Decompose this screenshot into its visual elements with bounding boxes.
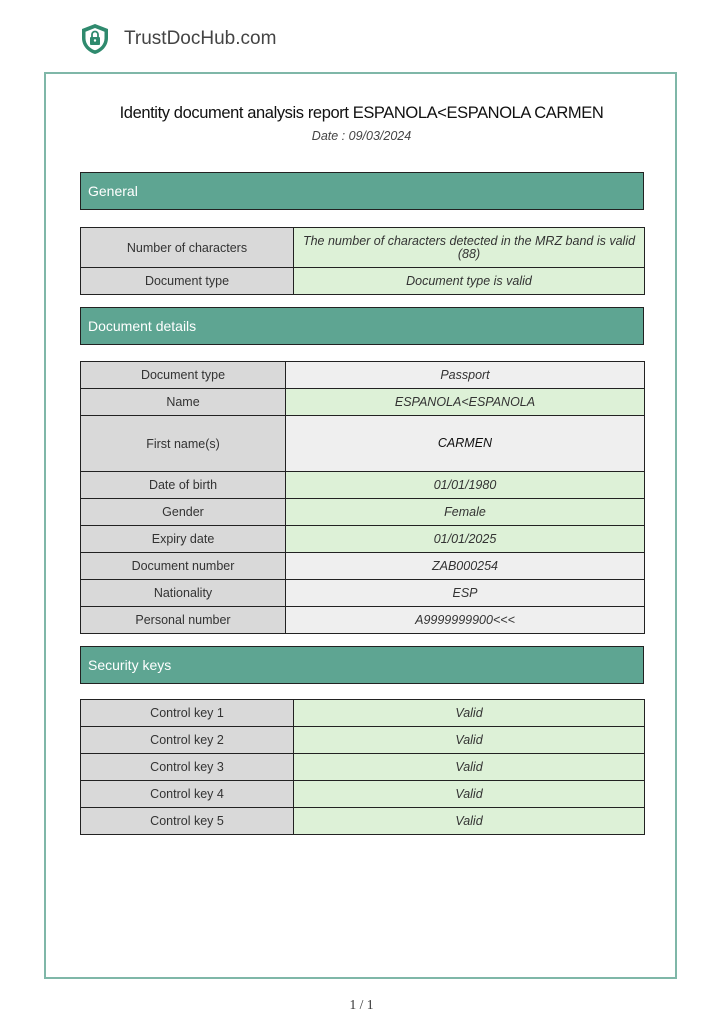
table-row bbox=[81, 228, 645, 268]
row-value: 01/01/2025 bbox=[286, 526, 645, 553]
table-row bbox=[81, 499, 645, 526]
row-label: Name bbox=[81, 389, 286, 416]
row-value: Document type is valid bbox=[294, 268, 645, 295]
row-value: Female bbox=[286, 499, 645, 526]
row-value: The number of characters detected in the MRZ band is valid (88) bbox=[294, 228, 645, 268]
page-number: 1 / 1 bbox=[349, 997, 374, 1012]
table-row bbox=[81, 268, 645, 295]
table-row bbox=[81, 526, 645, 553]
row-label: Personal number bbox=[81, 607, 286, 634]
table-row bbox=[81, 580, 645, 607]
row-label: Control key 4 bbox=[81, 781, 294, 808]
brand-name: TrustDocHub.com bbox=[124, 28, 277, 49]
row-label: First name(s) bbox=[81, 416, 286, 472]
general-table bbox=[80, 227, 645, 295]
report-title: Identity document analysis report ESPANOLA<ESPANOLA CARMEN bbox=[119, 104, 604, 122]
row-label: Document type bbox=[81, 268, 294, 295]
row-label: Control key 3 bbox=[81, 754, 294, 781]
table-row bbox=[81, 389, 645, 416]
row-label: Expiry date bbox=[81, 526, 286, 553]
brand-header bbox=[80, 22, 276, 56]
row-value: ZAB000254 bbox=[286, 553, 645, 580]
row-label: Document type bbox=[81, 362, 286, 389]
row-value: 01/01/1980 bbox=[286, 472, 645, 499]
security-keys-table bbox=[80, 699, 645, 835]
row-label: Gender bbox=[81, 499, 286, 526]
table-row bbox=[81, 472, 645, 499]
row-label: Control key 5 bbox=[81, 808, 294, 835]
row-value: Passport bbox=[286, 362, 645, 389]
row-value: ESP bbox=[286, 580, 645, 607]
row-label: Date of birth bbox=[81, 472, 286, 499]
section-header-security-keys: Security keys bbox=[80, 646, 644, 684]
row-value: Valid bbox=[294, 781, 645, 808]
table-row bbox=[81, 362, 645, 389]
table-row bbox=[81, 808, 645, 835]
row-value: Valid bbox=[294, 727, 645, 754]
row-label: Document number bbox=[81, 553, 286, 580]
report-date: Date : 09/03/2024 bbox=[311, 129, 412, 143]
section-header-document-details: Document details bbox=[80, 307, 644, 345]
row-label: Nationality bbox=[81, 580, 286, 607]
table-row bbox=[81, 727, 645, 754]
row-value: Valid bbox=[294, 754, 645, 781]
row-value: CARMEN bbox=[286, 416, 645, 472]
row-label: Control key 2 bbox=[81, 727, 294, 754]
row-value: Valid bbox=[294, 700, 645, 727]
section-header-general: General bbox=[80, 172, 644, 210]
table-row bbox=[81, 416, 645, 472]
row-value: Valid bbox=[294, 808, 645, 835]
row-value: A9999999900<<< bbox=[286, 607, 645, 634]
table-row bbox=[81, 700, 645, 727]
row-value: ESPANOLA<ESPANOLA bbox=[286, 389, 645, 416]
document-details-table bbox=[80, 361, 645, 634]
table-row bbox=[81, 754, 645, 781]
row-label: Number of characters bbox=[81, 228, 294, 268]
row-label: Control key 1 bbox=[81, 700, 294, 727]
table-row bbox=[81, 607, 645, 634]
shield-lock-icon bbox=[80, 23, 110, 55]
table-row bbox=[81, 553, 645, 580]
table-row bbox=[81, 781, 645, 808]
